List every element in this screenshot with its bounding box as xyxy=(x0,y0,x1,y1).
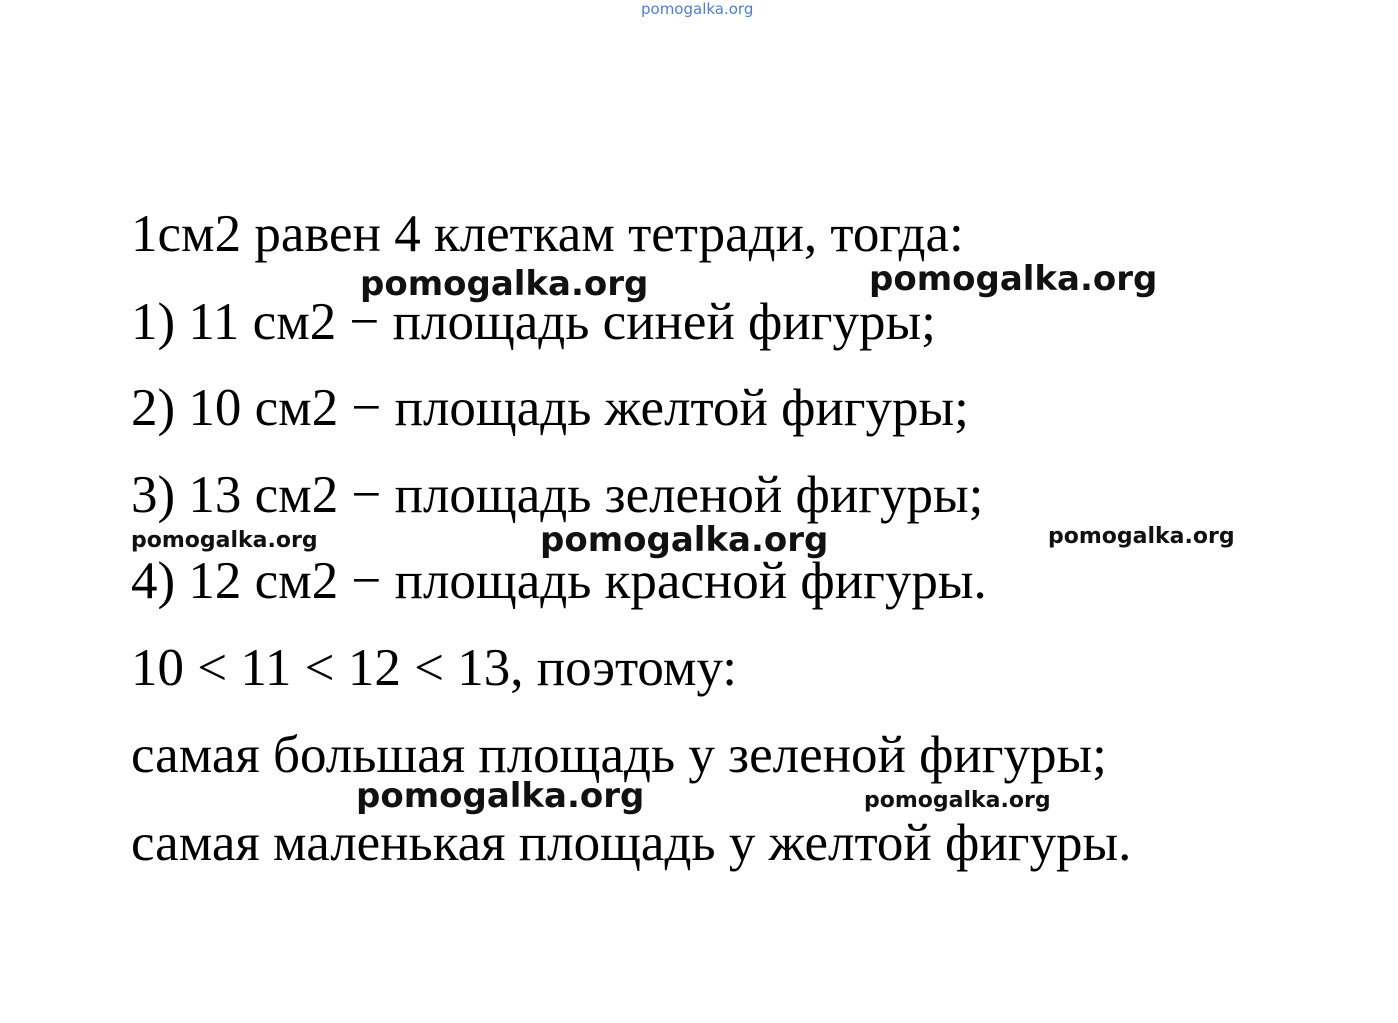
watermark-text: pomogalka.org xyxy=(540,520,829,560)
watermark-text: pomogalka.org xyxy=(869,259,1158,299)
text-line-2: 2) 10 см2 − площадь желтой фигуры; xyxy=(131,379,969,437)
text-line-largest: самая большая площадь у зеленой фигуры; xyxy=(131,726,1107,784)
text-line-comparison: 10 < 11 < 12 < 13, поэтому: xyxy=(131,639,737,697)
text-line-smallest: самая маленькая площадь у желтой фигуры. xyxy=(131,814,1132,872)
text-line-3: 3) 13 см2 − площадь зеленой фигуры; xyxy=(131,466,984,524)
watermark-text: pomogalka.org xyxy=(356,776,645,816)
watermark-text: pomogalka.org xyxy=(1048,524,1235,549)
text-line-4: 4) 12 см2 − площадь красной фигуры. xyxy=(131,552,987,610)
watermark-text: pomogalka.org xyxy=(131,528,318,553)
header-watermark: pomogalka.org xyxy=(641,0,754,18)
text-line-intro: 1см2 равен 4 клеткам тетради, тогда: xyxy=(131,205,964,263)
text-line-1: 1) 11 см2 − площадь синей фигуры; xyxy=(131,293,936,351)
watermark-text: pomogalka.org xyxy=(864,788,1051,813)
watermark-text: pomogalka.org xyxy=(360,264,649,304)
